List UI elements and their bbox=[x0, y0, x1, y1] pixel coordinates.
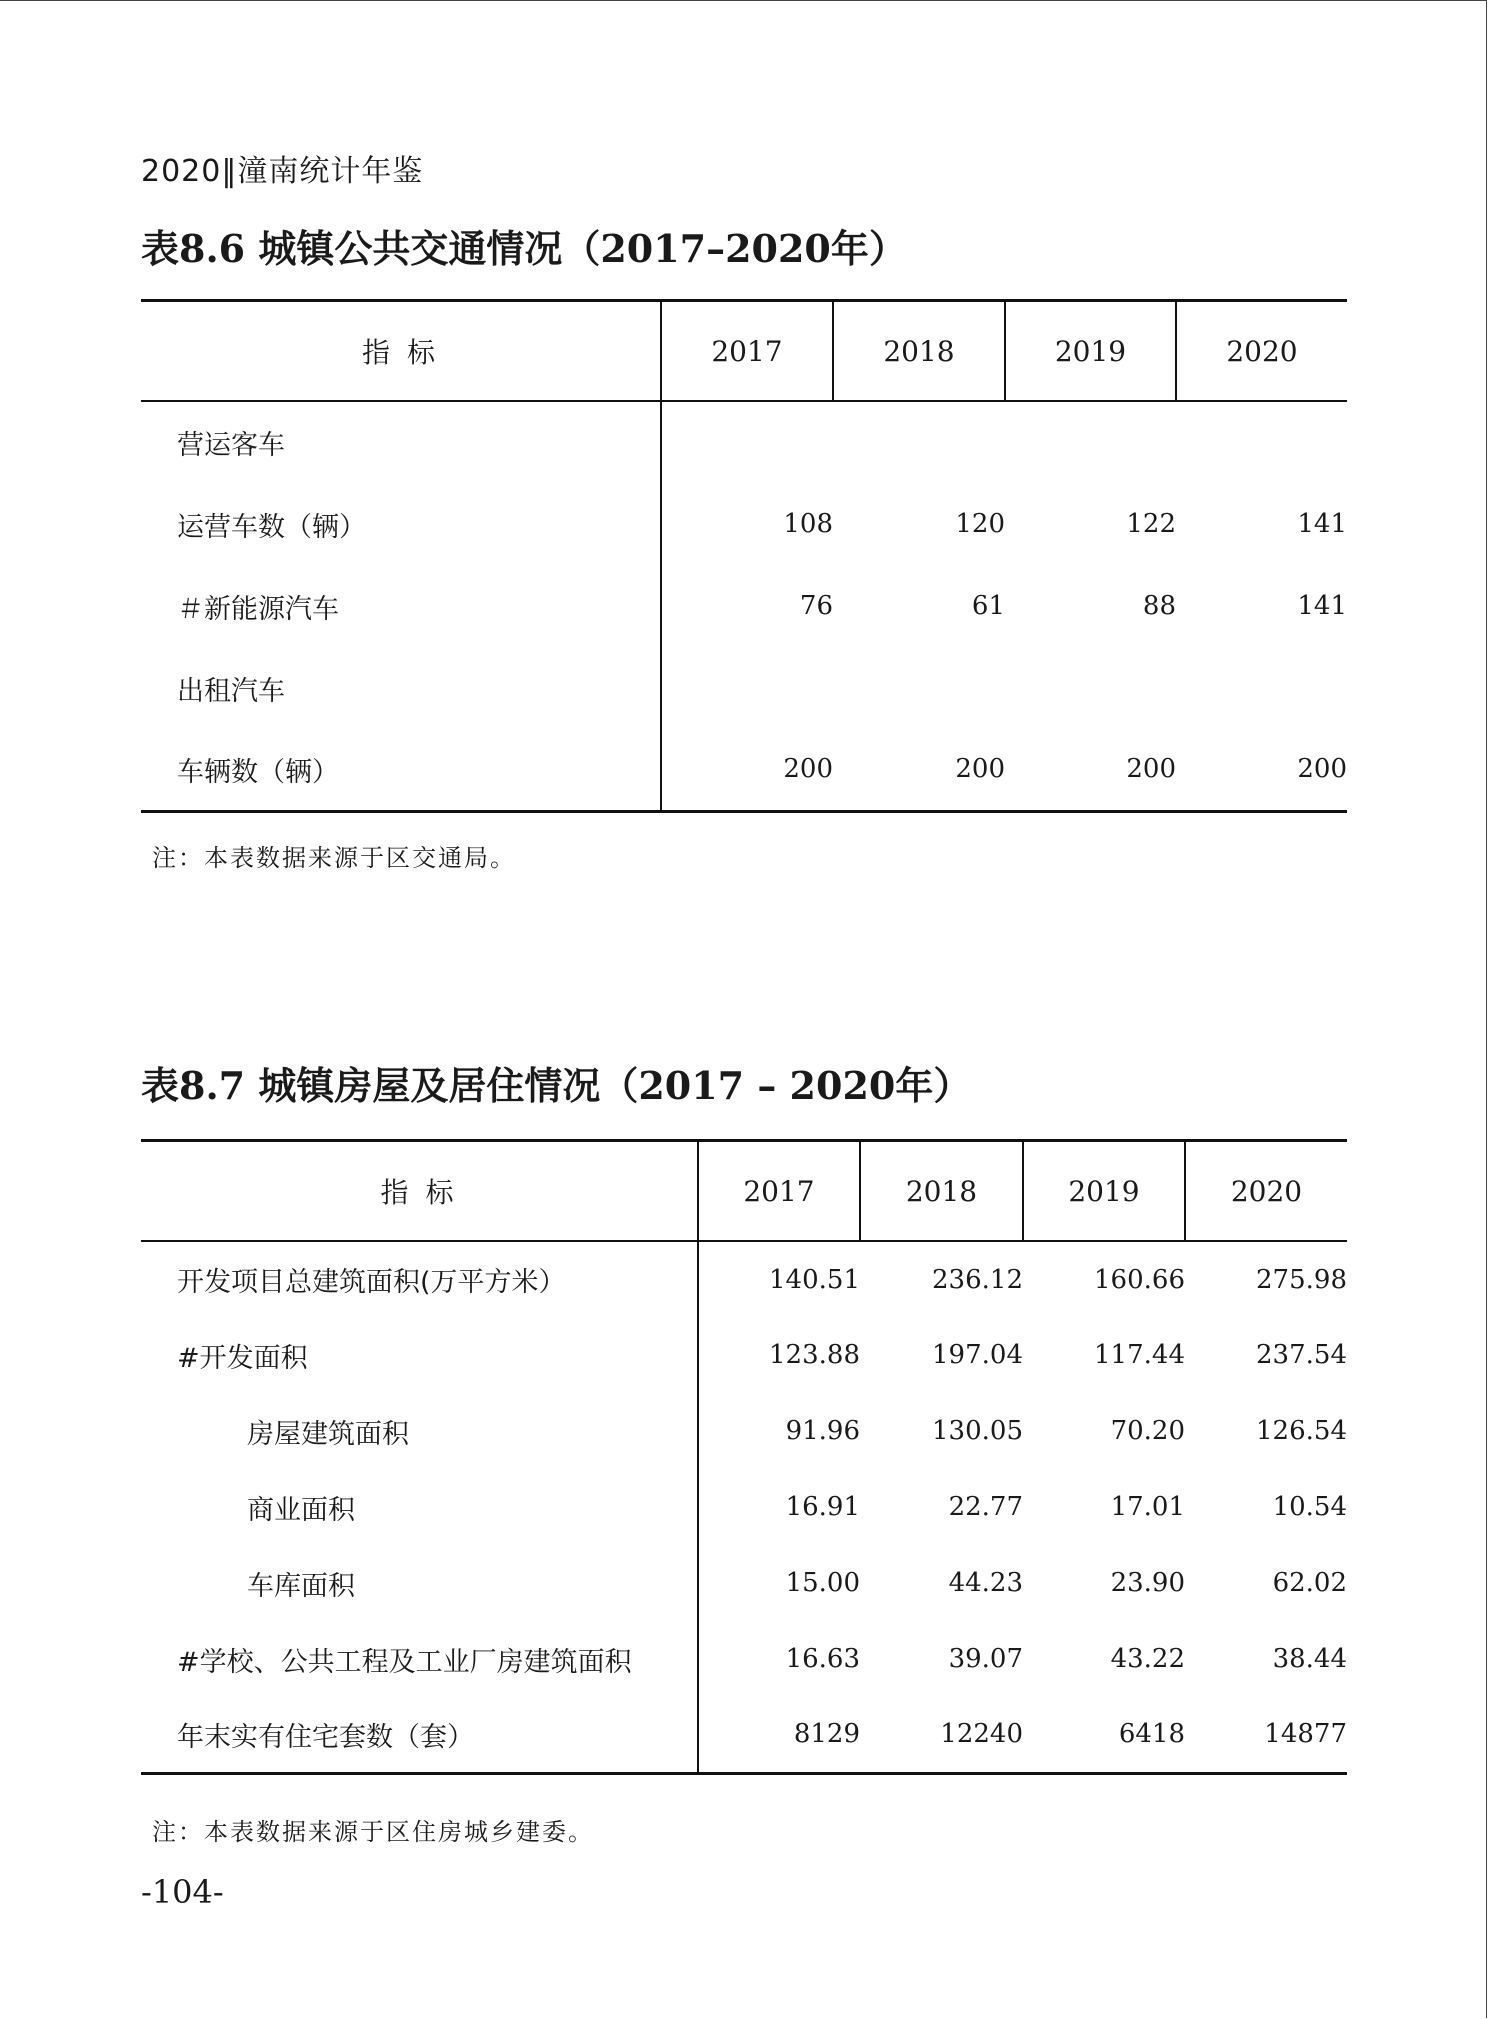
table-row bbox=[141, 647, 1347, 729]
table-row bbox=[141, 401, 1347, 483]
row-label: 营运客车 bbox=[141, 401, 661, 483]
cell-value: 197.04 bbox=[932, 1340, 1023, 1370]
cell-value: 44.23 bbox=[948, 1568, 1023, 1598]
cell-value: 62.02 bbox=[1272, 1568, 1347, 1598]
table-8-7-title: 表8.7 城镇房屋及居住情况（2017 – 2020年） bbox=[141, 1063, 972, 1108]
cell-value: 70.20 bbox=[1110, 1416, 1185, 1446]
running-header: 2020‖潼南统计年鉴 bbox=[141, 154, 424, 189]
year-header: 2019 bbox=[1023, 1141, 1185, 1242]
row-label: #开发面积 bbox=[141, 1317, 698, 1393]
cell-value bbox=[1005, 647, 1176, 729]
year-header: 2018 bbox=[860, 1141, 1023, 1242]
row-label: 运营车数（辆） bbox=[141, 483, 661, 565]
cell-value: 23.90 bbox=[1110, 1568, 1185, 1598]
table-8-7-note: 注：本表数据来源于区住房城乡建委。 bbox=[152, 1818, 594, 1846]
cell-value: 43.22 bbox=[1110, 1644, 1185, 1674]
cell-value: 200 bbox=[1126, 754, 1176, 785]
year-header: 2020 bbox=[1176, 301, 1347, 402]
row-label: 开发项目总建筑面积(万平方米） bbox=[141, 1241, 698, 1317]
table-row bbox=[141, 1241, 1347, 1317]
cell-value: 16.91 bbox=[785, 1492, 860, 1522]
row-label: ＃新能源汽车 bbox=[141, 565, 661, 647]
cell-value: 8129 bbox=[793, 1719, 860, 1750]
table-8-6-note: 注：本表数据来源于区交通局。 bbox=[152, 844, 516, 872]
cell-value bbox=[661, 401, 833, 483]
indicator-header: 指 标 bbox=[141, 1141, 698, 1242]
cell-value: 200 bbox=[783, 754, 833, 785]
table-row bbox=[141, 565, 1347, 647]
cell-value: 61 bbox=[971, 591, 1005, 621]
year-header: 2017 bbox=[698, 1141, 860, 1242]
cell-value: 200 bbox=[1297, 754, 1347, 785]
cell-value: 160.66 bbox=[1094, 1264, 1185, 1295]
year-header: 2020 bbox=[1185, 1141, 1347, 1242]
table-header-row bbox=[141, 301, 1347, 402]
year-header: 2017 bbox=[661, 301, 833, 402]
table-row bbox=[141, 1621, 1347, 1697]
cell-value bbox=[1176, 647, 1347, 729]
table-header-row bbox=[141, 1141, 1347, 1242]
row-label: 年末实有住宅套数（套） bbox=[141, 1697, 698, 1773]
cell-value: 88 bbox=[1142, 591, 1176, 621]
table-row bbox=[141, 1469, 1347, 1545]
cell-value: 237.54 bbox=[1256, 1340, 1347, 1370]
cell-value: 275.98 bbox=[1256, 1264, 1347, 1295]
table-row bbox=[141, 729, 1347, 811]
cell-value: 108 bbox=[783, 509, 833, 539]
row-label: #学校、公共工程及工业厂房建筑面积 bbox=[141, 1621, 698, 1697]
year-header: 2019 bbox=[1005, 301, 1176, 402]
cell-value bbox=[1005, 401, 1176, 483]
page-number: -104- bbox=[141, 1873, 224, 1911]
cell-value: 141 bbox=[1297, 509, 1347, 539]
cell-value: 16.63 bbox=[785, 1644, 860, 1674]
table-row bbox=[141, 483, 1347, 565]
cell-value: 76 bbox=[799, 591, 833, 621]
table-8-6-title: 表8.6 城镇公共交通情况（2017–2020年） bbox=[141, 226, 907, 271]
row-label: 商业面积 bbox=[141, 1469, 698, 1545]
cell-value: 39.07 bbox=[948, 1644, 1023, 1674]
cell-value bbox=[1176, 401, 1347, 483]
cell-value: 236.12 bbox=[932, 1264, 1023, 1295]
row-label: 出租汽车 bbox=[141, 647, 661, 729]
year-header: 2018 bbox=[833, 301, 1005, 402]
cell-value bbox=[833, 647, 1005, 729]
cell-value: 130.05 bbox=[932, 1416, 1023, 1446]
table-row bbox=[141, 1545, 1347, 1621]
cell-value: 141 bbox=[1297, 591, 1347, 621]
row-label: 房屋建筑面积 bbox=[141, 1393, 698, 1469]
cell-value: 123.88 bbox=[769, 1340, 860, 1370]
cell-value: 38.44 bbox=[1272, 1644, 1347, 1674]
row-label: 车辆数（辆） bbox=[141, 729, 661, 811]
row-label: 车库面积 bbox=[141, 1545, 698, 1621]
cell-value: 10.54 bbox=[1272, 1492, 1347, 1522]
table-row bbox=[141, 1317, 1347, 1393]
cell-value: 14877 bbox=[1264, 1719, 1347, 1750]
cell-value: 15.00 bbox=[785, 1568, 860, 1598]
cell-value: 22.77 bbox=[948, 1492, 1023, 1522]
cell-value: 12240 bbox=[940, 1719, 1023, 1750]
cell-value: 140.51 bbox=[769, 1264, 860, 1295]
cell-value: 126.54 bbox=[1256, 1416, 1347, 1446]
table-row bbox=[141, 1697, 1347, 1773]
cell-value: 120 bbox=[955, 509, 1005, 539]
cell-value: 6418 bbox=[1118, 1719, 1185, 1750]
cell-value: 122 bbox=[1126, 509, 1176, 539]
indicator-header: 指 标 bbox=[141, 301, 661, 402]
cell-value: 200 bbox=[955, 754, 1005, 785]
cell-value bbox=[833, 401, 1005, 483]
cell-value: 17.01 bbox=[1110, 1492, 1185, 1522]
table-8-6 bbox=[141, 299, 1347, 813]
cell-value bbox=[661, 647, 833, 729]
cell-value: 91.96 bbox=[785, 1416, 860, 1446]
table-row bbox=[141, 1393, 1347, 1469]
table-8-7 bbox=[141, 1139, 1347, 1775]
cell-value: 117.44 bbox=[1094, 1340, 1185, 1370]
